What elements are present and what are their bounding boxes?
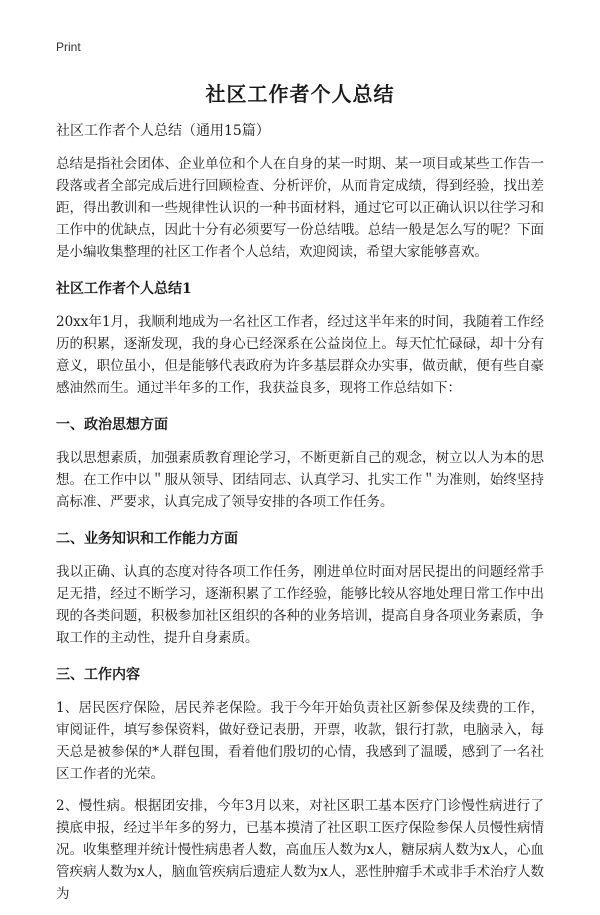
opening-paragraph: 20xx年1月，我顺利地成为一名社区工作者，经过这半年来的时间，我随着工作经历的积累，逐渐发现，我的身心已经深系在公益岗位上。每天忙忙碌碌，却十分有意义，职位虽小，但是能够代表政府为许多基层群众办实事，做贡献，便有些自豪感油然而生。通过半年多的工作，我获益良多，现将工作总结如下： <box>56 314 544 396</box>
insurance-paragraph: 1、居民医疗保险，居民养老保险。我于今年开始负责社区新参保及续费的工作，审阅证件，填写参保资料，做好登记表册，开票，收款，银行打款，电脑录入，每天总是被参保的*人群包围，看着他们殷切的心情，我感到了温暖，感到了一名社区工作者的光荣。 <box>56 700 544 782</box>
business-paragraph: 我以正确、认真的态度对待各项工作任务，刚进单位时面对居民提出的问题经常手足无措，经过不断学习，逐渐积累了工作经验，能够比较从容地处理日常工作中出现的各类问题，积极参加社区组织的各种的业务培训，提高自身各项业务素质，争取工作的主动性，提升自身素质。 <box>56 564 544 646</box>
document-body <box>56 121 544 915</box>
intro-paragraph: 总结是指社会团体、企业单位和个人在自身的某一时期、某一项目或某些工作告一段落或者全部完成后进行回顾检查、分析评价，从而肯定成绩，得到经验，找出差距，得出教训和一些规律性认识的一种书面材料，通过它可以正确认识以往学习和工作中的优缺点，因此十分有必须要写一份总结哦。总结一般是怎么写的呢？下面是小编收集整理的社区工作者个人总结，欢迎阅读，希望大家能够喜欢。 <box>56 156 544 260</box>
page-title: 社区工作者个人总结 <box>205 82 395 106</box>
heading-business: 二、业务知识和工作能力方面 <box>56 531 238 547</box>
document-subtitle: 社区工作者个人总结（通用15篇） <box>56 123 270 139</box>
heading-political: 一、政治思想方面 <box>56 417 168 433</box>
political-paragraph: 我以思想素质，加强素质教育理论学习，不断更新自己的观念，树立以人为本的思想。在工作中以＂服从领导、团结同志、认真学习、扎实工作＂为准则，始终坚持高标准、严要求，认真完成了领导安排的各项工作任务。 <box>56 450 544 510</box>
heading-work-content: 三、工作内容 <box>56 667 140 683</box>
section-heading: 社区工作者个人总结1 <box>56 281 192 297</box>
print-link[interactable]: Print <box>56 40 81 54</box>
chronic-disease-paragraph: 2、慢性病。根据团安排，今年3月以来，对社区职工基本医疗门诊慢性病进行了摸底申报，经过半年多的努力，已基本摸清了社区职工医疗保险参保人员慢性病情况。收集整理并统计慢性病患者人数，高血压人数为x人，糖尿病人数为x人，心血管疾病人数为x人，脑血管疾病后遗症人数为x人，恶性肿瘤手术或非手术治疗人数为 <box>56 798 544 902</box>
